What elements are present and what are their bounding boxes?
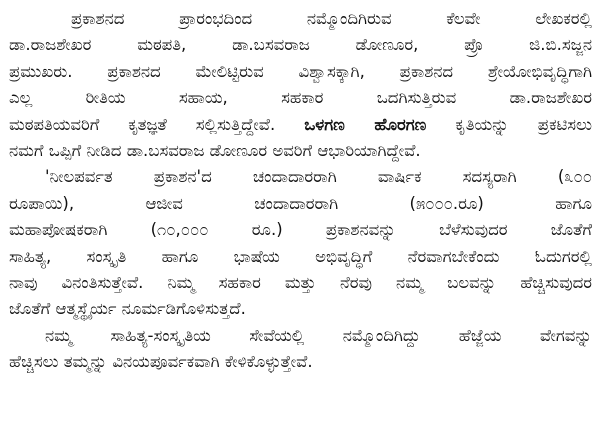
book-title: ಒಳಗಣ ಹೊರಗಣ bbox=[304, 114, 427, 134]
text-line: ನಮಗೆ ಒಪ್ಪಿಗೆ ನೀಡಿದ ಡಾ.ಬಸವರಾಜ ಡೋಣೂರ ಅವರಿಗೆ ಆಭಾರಿಯಾಗಿದ್ದೇವೆ. bbox=[9, 140, 421, 160]
text-line: ಜೊತೆಗೆ ಆತ್ಮಸ್ಥೈರ್ಯ ನೂರ್ಮಡಿಗೊಳಿಸುತ್ತದೆ. bbox=[9, 299, 246, 319]
text-line: ಪ್ರಮುಖರು. ಪ್ರಕಾಶನದ ಮೇಲಿಟ್ಟಿರುವ ವಿಶ್ವಾಸಕ್ಕಾಗಿ, ಪ್ರಕಾಶನದ ಶ್ರೇಯೋಭಿವೃದ್ಧಿಗಾಗಿ bbox=[9, 61, 592, 81]
text-run: ಕೃತಿಯನ್ನು ಪ್ರಕಟಿಸಲು bbox=[426, 114, 592, 134]
text-line: ರೂಪಾಯಿ), ಆಜೀವ ಚಂದಾದಾರರಾಗಿ (೫೦೦೦.ರೂ) ಹಾಗೂ bbox=[9, 193, 592, 213]
text-line: ಎಲ್ಲ ರೀತಿಯ ಸಹಾಯ, ಸಹಕಾರ ಒದಗಿಸುತ್ತಿರುವ ಡಾ.ರಾಜಶೇಖರ bbox=[9, 88, 592, 108]
text-line: ಪ್ರಕಾಶನದ ಪ್ರಾರಂಭದಿಂದ ನಮ್ಮೊಂದಿಗಿರುವ ಕೆಲವೇ ಲೇಖಕರಲ್ಲಿ bbox=[71, 9, 592, 28]
text-line: ಸಾಹಿತ್ಯ, ಸಂಸ್ಕೃತಿ ಹಾಗೂ ಭಾಷೆಯ ಅಭಿವೃದ್ಧಿಗೆ ನೆರವಾಗಬೇಕೆಂದು ಓದುಗರಲ್ಲಿ bbox=[9, 246, 592, 266]
text-line: ನಾವು ವಿನಂತಿಸುತ್ತೇವೆ. ನಿಮ್ಮ ಸಹಕಾರ ಮತ್ತು ನೆರವು ನಮ್ಮ ಬಲವನ್ನು ಹೆಚ್ಚಿಸುವುದರ bbox=[9, 272, 592, 292]
text-line: ನಮ್ಮ ಸಾಹಿತ್ಯ-ಸಂಸ್ಕೃತಿಯ ಸೇವೆಯಲ್ಲಿ ನಮ್ಮೊಂದಿಗಿದ್ದು ಹೆಜ್ಜೆಯ ವೇಗವನ್ನು bbox=[45, 325, 592, 345]
text-line: 'ನೀಲಪರ್ವತ ಪ್ರಕಾಶನ'ದ ಚಂದಾದಾರರಾಗಿ ವಾರ್ಷಿಕ ಸದಸ್ಯರಾಗಿ (೩೦೦ bbox=[45, 167, 592, 187]
text-line bbox=[9, 112, 592, 138]
text-line: ಮಹಾಪೋಷಕರಾಗಿ (೧೦,೦೦೦ ರೂ.) ಪ್ರಕಾಶನವನ್ನು ಬೆಳೆಸುವುದರ ಜೊತೆಗೆ bbox=[9, 220, 592, 240]
text-line: ಡಾ.ರಾಜಶೇಖರ ಮಠಪತಿ, ಡಾ.ಬಸವರಾಜ ಡೋಣೂರ, ಪ್ರೊ ಜಿ.ಬಿ.ಸಜ್ಜನ bbox=[9, 35, 592, 55]
text-run: ಮಠಪತಿಯವರಿಗೆ ಕೃತಜ್ಞತೆ ಸಲ್ಲಿಸುತ್ತಿದ್ದೇವೆ. bbox=[9, 114, 305, 134]
paragraph-request bbox=[9, 323, 592, 376]
paragraph-subscription bbox=[9, 164, 592, 322]
text-line: ಹೆಚ್ಚಿಸಲು ತಮ್ಮನ್ನು ವಿನಯಪೂರ್ವಕವಾಗಿ ಕೇಳಿಕೊಳ್ಳುತ್ತೇವೆ. bbox=[9, 352, 313, 372]
paragraph-acknowledgement bbox=[9, 6, 592, 164]
